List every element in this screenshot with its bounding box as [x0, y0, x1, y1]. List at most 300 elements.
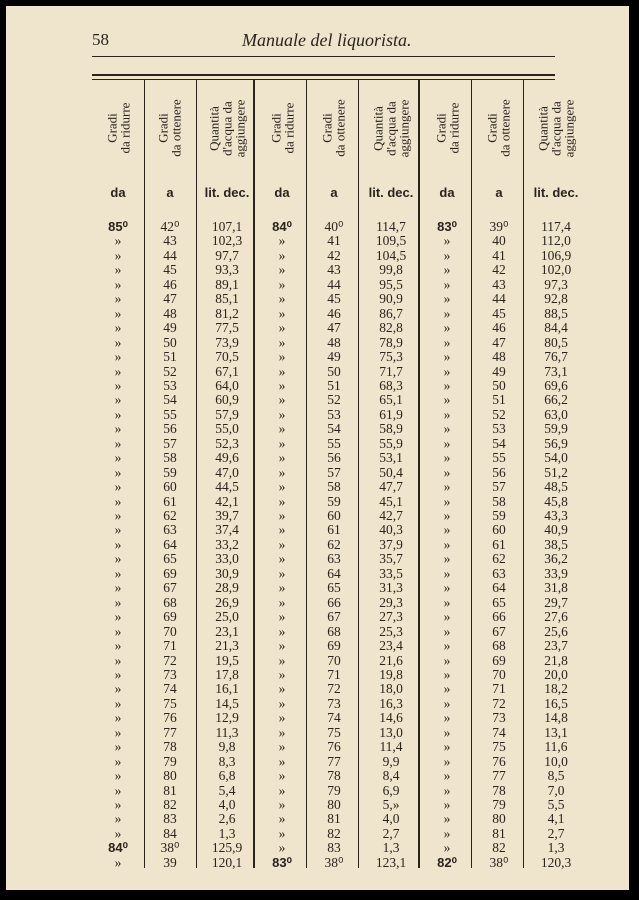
from-degree-cell: » — [443, 681, 451, 697]
column-header-label — [434, 103, 460, 154]
to-degree-cell: 40⁰ — [324, 219, 344, 234]
from-degree-cell: » — [443, 349, 451, 365]
from-degree-cell: » — [443, 334, 451, 350]
to-degree-cell: 75 — [492, 739, 506, 755]
from-degree-cell: » — [114, 349, 122, 365]
column-header-label — [105, 103, 131, 154]
water-quantity-cell: 12,9 — [215, 710, 239, 726]
water-quantity-cell: 123,1 — [375, 854, 407, 870]
water-quantity-cell: 9,9 — [382, 753, 400, 769]
from-degree-cell: » — [443, 825, 451, 841]
from-degree-cell: » — [278, 334, 286, 350]
water-quantity-cell: 81,2 — [215, 305, 239, 321]
to-degree-cell: 68 — [163, 594, 177, 610]
table-row — [92, 493, 568, 510]
from-degree-cell: » — [114, 854, 122, 870]
water-quantity-cell: 1,3 — [218, 825, 236, 841]
table-row — [92, 435, 568, 452]
water-quantity-cell: 93,3 — [215, 262, 239, 278]
from-degree-cell: » — [443, 623, 451, 639]
water-quantity-cell: 13,0 — [379, 724, 403, 740]
water-quantity-cell: 26,9 — [215, 594, 239, 610]
table-row — [92, 652, 568, 669]
to-degree-cell: 55 — [163, 406, 177, 422]
to-degree-cell: 66 — [492, 609, 506, 625]
to-degree-cell: 51 — [163, 349, 177, 365]
from-degree-cell: » — [278, 320, 286, 336]
to-degree-cell: 81 — [163, 782, 177, 798]
to-degree-cell: 64 — [492, 580, 506, 596]
column-header-line: Gradi — [103, 113, 119, 143]
to-degree-cell: 38⁰ — [160, 840, 180, 856]
water-quantity-cell: 57,9 — [215, 406, 239, 422]
table-row — [92, 623, 568, 640]
from-degree-cell: » — [278, 825, 286, 841]
water-quantity-cell: 65,1 — [379, 392, 403, 408]
to-degree-cell: 78 — [327, 768, 341, 784]
from-degree-cell: » — [443, 450, 451, 466]
water-quantity-cell: 59,9 — [544, 421, 568, 437]
from-degree-cell: » — [278, 493, 286, 509]
water-quantity-cell: 102,0 — [540, 262, 572, 278]
to-degree-cell: 51 — [327, 377, 341, 393]
from-degree-cell: » — [114, 666, 122, 682]
water-quantity-cell: 114,7 — [376, 219, 406, 234]
from-degree-cell: » — [443, 508, 451, 523]
from-degree-cell: » — [278, 652, 286, 668]
water-quantity-cell: 17,8 — [215, 666, 239, 682]
to-degree-cell: 76 — [492, 753, 506, 769]
table-row — [92, 710, 568, 726]
column-header-line: Gradi — [267, 113, 283, 143]
to-degree-cell: 67 — [492, 623, 506, 639]
to-degree-cell: 38⁰ — [324, 854, 344, 870]
to-degree-cell: 64 — [163, 536, 177, 552]
water-quantity-cell: 45,8 — [544, 493, 568, 509]
water-quantity-cell: 50,4 — [379, 464, 403, 480]
to-degree-cell: 56 — [492, 464, 506, 480]
to-degree-cell: 80 — [163, 768, 177, 784]
column-header-line: aggiungere — [232, 99, 248, 157]
from-degree-cell: » — [443, 377, 451, 393]
water-quantity-cell: 11,4 — [379, 739, 403, 755]
from-degree-cell: » — [278, 681, 286, 697]
from-degree-cell: » — [443, 392, 451, 408]
to-degree-cell: 57 — [327, 464, 341, 480]
water-quantity-cell: 16,3 — [379, 695, 403, 711]
water-quantity-cell: 104,5 — [375, 247, 407, 263]
water-quantity-cell: 19,5 — [215, 652, 239, 668]
from-degree-cell: » — [114, 724, 122, 740]
water-quantity-cell: 6,9 — [382, 782, 400, 798]
water-quantity-cell: 16,1 — [215, 681, 239, 697]
water-quantity-cell: 47,0 — [215, 464, 239, 480]
from-degree-cell: » — [278, 638, 286, 654]
water-quantity-cell: 68,3 — [379, 377, 403, 393]
to-degree-cell: 73 — [327, 695, 341, 711]
from-degree-cell: » — [443, 594, 451, 610]
column-header-label — [486, 99, 512, 156]
from-degree-cell: » — [114, 551, 122, 567]
from-degree-cell: » — [114, 580, 122, 596]
table-row — [92, 695, 568, 712]
from-degree-cell: » — [443, 840, 451, 856]
to-degree-cell: 49 — [492, 363, 506, 379]
water-quantity-cell: 4,1 — [547, 811, 565, 827]
to-degree-cell: 50 — [163, 334, 177, 350]
water-quantity-cell: 33,0 — [215, 551, 239, 567]
from-degree-cell: 85⁰ — [108, 219, 128, 234]
from-degree-cell: » — [278, 349, 286, 365]
from-degree-cell: » — [443, 652, 451, 668]
to-degree-cell: 59 — [492, 508, 506, 523]
water-quantity-cell: 102,3 — [211, 233, 243, 249]
from-degree-cell: » — [278, 724, 286, 740]
to-degree-cell: 77 — [163, 724, 177, 740]
from-degree-cell: » — [114, 638, 122, 654]
column-header-line: aggiungere — [396, 99, 412, 157]
water-quantity-cell: 25,0 — [215, 609, 239, 625]
to-degree-cell: 58 — [492, 493, 506, 509]
column-header-line: Gradi — [156, 113, 172, 143]
to-degree-cell: 81 — [492, 825, 506, 841]
to-degree-cell: 83 — [163, 811, 177, 827]
unit-label: da — [274, 185, 290, 200]
to-degree-cell: 69 — [327, 638, 341, 654]
water-quantity-cell: 99,8 — [379, 262, 403, 278]
water-quantity-cell: 106,9 — [540, 247, 572, 263]
column-header-line: Quantità — [370, 105, 386, 151]
table-row — [92, 406, 568, 423]
to-degree-cell: 80 — [492, 811, 506, 827]
to-degree-cell: 53 — [163, 377, 177, 393]
to-degree-cell: 65 — [163, 551, 177, 567]
water-quantity-cell: 5,4 — [218, 782, 236, 798]
from-degree-cell: » — [278, 276, 286, 292]
to-degree-cell: 64 — [327, 565, 341, 581]
to-degree-cell: 51 — [492, 392, 506, 408]
to-degree-cell: 55 — [492, 450, 506, 466]
to-degree-cell: 48 — [327, 334, 341, 350]
to-degree-cell: 38⁰ — [489, 854, 509, 870]
to-degree-cell: 79 — [492, 797, 506, 812]
water-quantity-cell: 44,5 — [215, 479, 239, 495]
to-degree-cell: 50 — [492, 377, 506, 393]
water-quantity-cell: 33,2 — [215, 536, 239, 552]
from-degree-cell: » — [443, 247, 451, 263]
to-degree-cell: 39 — [163, 854, 177, 870]
from-degree-cell: 82⁰ — [437, 854, 457, 870]
to-degree-cell: 63 — [327, 551, 341, 567]
water-quantity-cell: 52,3 — [215, 435, 239, 451]
water-quantity-cell: 92,8 — [544, 291, 568, 307]
from-degree-cell: » — [114, 363, 122, 379]
water-quantity-cell: 4,0 — [382, 811, 400, 827]
water-quantity-cell: 8,4 — [382, 768, 400, 784]
from-degree-cell: » — [114, 247, 122, 263]
to-degree-cell: 72 — [327, 681, 341, 697]
water-quantity-cell: 67,1 — [215, 363, 239, 379]
water-quantity-cell: 25,6 — [544, 623, 568, 639]
from-degree-cell: » — [443, 580, 451, 596]
column-header-label — [269, 103, 295, 154]
to-degree-cell: 65 — [327, 580, 341, 596]
to-degree-cell: 82 — [492, 840, 506, 856]
from-degree-cell: » — [278, 768, 286, 784]
water-quantity-cell: 97,7 — [215, 247, 239, 263]
to-degree-cell: 70 — [492, 666, 506, 682]
to-degree-cell: 84 — [163, 825, 177, 841]
from-degree-cell: » — [114, 305, 122, 321]
from-degree-cell: » — [278, 392, 286, 408]
water-quantity-cell: 125,9 — [211, 840, 243, 856]
from-degree-cell: » — [278, 247, 286, 263]
table-row — [92, 377, 568, 394]
column-header — [421, 78, 473, 178]
from-degree-cell: » — [443, 638, 451, 654]
to-degree-cell: 52 — [327, 392, 341, 408]
from-degree-cell: » — [278, 262, 286, 278]
to-degree-cell: 47 — [327, 320, 341, 336]
water-quantity-cell: 18,2 — [544, 681, 568, 697]
water-quantity-cell: 23,7 — [544, 638, 568, 654]
to-degree-cell: 76 — [163, 710, 177, 726]
page-number: 58 — [92, 30, 109, 49]
water-quantity-cell: 1,3 — [547, 840, 565, 856]
table-row — [92, 479, 568, 495]
from-degree-cell: » — [278, 753, 286, 769]
from-degree-cell: » — [114, 233, 122, 249]
from-degree-cell: » — [114, 435, 122, 451]
from-degree-cell: » — [443, 797, 451, 812]
table-row — [92, 363, 568, 380]
from-degree-cell: » — [114, 377, 122, 393]
table-row — [92, 782, 565, 799]
from-degree-cell: » — [114, 739, 122, 755]
water-quantity-cell: 40,3 — [379, 522, 403, 538]
water-quantity-cell: 25,3 — [379, 623, 403, 639]
water-quantity-cell: 48,5 — [544, 479, 568, 495]
from-degree-cell: » — [114, 681, 122, 697]
from-degree-cell: » — [443, 406, 451, 422]
to-degree-cell: 50 — [327, 363, 341, 379]
water-quantity-cell: 27,3 — [379, 609, 403, 625]
water-quantity-cell: 21,6 — [379, 652, 403, 668]
column-header-line: da ridurre — [116, 102, 132, 154]
to-degree-cell: 59 — [163, 464, 177, 480]
water-quantity-cell: 14,6 — [379, 710, 403, 726]
column-header-line: da ottenere — [333, 99, 349, 157]
from-degree-cell: » — [278, 565, 286, 581]
column-header-line: d'acqua da — [383, 100, 399, 156]
to-degree-cell: 52 — [492, 406, 506, 422]
water-quantity-cell: 39,7 — [215, 508, 239, 523]
to-degree-cell: 71 — [163, 638, 177, 654]
water-quantity-cell: 56,9 — [544, 435, 568, 451]
water-quantity-cell: 86,7 — [379, 305, 403, 321]
to-degree-cell: 45 — [163, 262, 177, 278]
water-quantity-cell: 23,1 — [215, 623, 239, 639]
from-degree-cell: » — [114, 450, 122, 466]
water-quantity-cell: 2,7 — [382, 825, 400, 841]
water-quantity-cell: 11,6 — [544, 739, 568, 755]
water-quantity-cell: 19,8 — [379, 666, 403, 682]
water-quantity-cell: 58,9 — [379, 421, 403, 437]
column-header-label — [157, 99, 183, 156]
water-quantity-cell: 14,5 — [215, 695, 239, 711]
water-quantity-cell: 33,5 — [379, 565, 403, 581]
from-degree-cell: » — [443, 479, 451, 495]
from-degree-cell: » — [278, 666, 286, 682]
table-row — [92, 724, 568, 741]
water-quantity-cell: 53,1 — [379, 450, 403, 466]
table-row — [92, 797, 565, 813]
to-degree-cell: 56 — [327, 450, 341, 466]
unit-label: lit. dec. — [533, 185, 579, 200]
water-quantity-cell: 27,6 — [544, 609, 568, 625]
from-degree-cell: » — [278, 305, 286, 321]
water-quantity-cell: 85,1 — [215, 291, 239, 307]
from-degree-cell: » — [443, 695, 451, 711]
water-quantity-cell: 21,8 — [544, 652, 568, 668]
table-row — [92, 840, 565, 856]
table-row — [92, 536, 568, 553]
water-quantity-cell: 16,5 — [544, 695, 568, 711]
water-quantity-cell: 2,7 — [547, 825, 565, 841]
to-degree-cell: 43 — [327, 262, 341, 278]
water-quantity-cell: 10,0 — [544, 753, 568, 769]
to-degree-cell: 82 — [163, 797, 177, 812]
column-header — [308, 78, 360, 178]
water-quantity-cell: 69,6 — [544, 377, 568, 393]
water-quantity-cell: 38,5 — [544, 536, 568, 552]
to-degree-cell: 53 — [492, 421, 506, 437]
water-quantity-cell: 78,9 — [379, 334, 403, 350]
table-row — [92, 233, 571, 249]
table-row — [92, 753, 568, 770]
column-header-label — [371, 99, 410, 157]
water-quantity-cell: 23,4 — [379, 638, 403, 654]
to-degree-cell: 59 — [327, 493, 341, 509]
from-degree-cell: » — [278, 551, 286, 567]
water-quantity-cell: 14,8 — [544, 710, 568, 726]
water-quantity-cell: 5,5 — [547, 797, 565, 812]
from-degree-cell: » — [278, 464, 286, 480]
water-quantity-cell: 31,3 — [379, 580, 403, 596]
table-row — [92, 551, 568, 567]
to-degree-cell: 56 — [163, 421, 177, 437]
from-degree-cell: » — [278, 522, 286, 538]
table-row — [92, 565, 568, 582]
unit-label: a — [495, 185, 503, 200]
to-degree-cell: 43 — [492, 276, 506, 292]
to-degree-cell: 52 — [163, 363, 177, 379]
from-degree-cell: » — [443, 811, 451, 827]
water-quantity-cell: 95,5 — [379, 276, 403, 292]
from-degree-cell: » — [114, 262, 122, 278]
from-degree-cell: » — [443, 320, 451, 336]
water-quantity-cell: 76,7 — [544, 349, 568, 365]
to-degree-cell: 42 — [327, 247, 341, 263]
unit-label: da — [110, 185, 126, 200]
from-degree-cell: » — [114, 320, 122, 336]
to-degree-cell: 53 — [327, 406, 341, 422]
to-degree-cell: 58 — [327, 479, 341, 495]
from-degree-cell: » — [443, 421, 451, 437]
water-quantity-cell: 55,9 — [379, 435, 403, 451]
from-degree-cell: » — [443, 276, 451, 292]
water-quantity-cell: 89,1 — [215, 276, 239, 292]
water-quantity-cell: 5,» — [382, 797, 400, 812]
water-quantity-cell: 36,2 — [544, 551, 568, 567]
from-degree-cell: » — [278, 580, 286, 596]
from-degree-cell: » — [114, 406, 122, 422]
from-degree-cell: » — [278, 782, 286, 798]
to-degree-cell: 58 — [163, 450, 177, 466]
to-degree-cell: 74 — [163, 681, 177, 697]
to-degree-cell: 60 — [492, 522, 506, 538]
to-degree-cell: 69 — [163, 609, 177, 625]
water-quantity-cell: 18,0 — [379, 681, 403, 697]
from-degree-cell: » — [443, 291, 451, 307]
to-degree-cell: 46 — [492, 320, 506, 336]
from-degree-cell: » — [443, 363, 451, 379]
table-row — [92, 681, 568, 697]
water-quantity-cell: 42,1 — [215, 493, 239, 509]
from-degree-cell: » — [278, 377, 286, 393]
to-degree-cell: 57 — [492, 479, 506, 495]
table-row — [92, 522, 568, 538]
to-degree-cell: 61 — [327, 522, 341, 538]
from-degree-cell: » — [114, 479, 122, 495]
column-header-line: Gradi — [432, 113, 448, 143]
from-degree-cell: » — [443, 435, 451, 451]
water-quantity-cell: 64,0 — [215, 377, 239, 393]
column-header-line: Gradi — [320, 113, 336, 143]
top-rule-thick — [92, 74, 555, 76]
table-row — [92, 508, 568, 524]
from-degree-cell: 83⁰ — [437, 219, 457, 234]
water-quantity-cell: 8,3 — [218, 753, 236, 769]
to-degree-cell: 81 — [327, 811, 341, 827]
table-row — [92, 349, 568, 365]
water-quantity-cell: 80,5 — [544, 334, 568, 350]
from-degree-cell: » — [278, 450, 286, 466]
table-row — [92, 247, 572, 264]
to-degree-cell: 69 — [492, 652, 506, 668]
to-degree-cell: 49 — [327, 349, 341, 365]
from-degree-cell: » — [114, 464, 122, 480]
table-row — [92, 609, 568, 625]
water-quantity-cell: 120,3 — [540, 854, 572, 870]
from-degree-cell: » — [114, 594, 122, 610]
from-degree-cell: » — [114, 334, 122, 350]
to-degree-cell: 42 — [492, 262, 506, 278]
to-degree-cell: 67 — [327, 609, 341, 625]
from-degree-cell: » — [114, 753, 122, 769]
water-quantity-cell: 63,0 — [544, 406, 568, 422]
water-quantity-cell: 35,7 — [379, 551, 403, 567]
water-quantity-cell: 43,3 — [544, 508, 568, 523]
to-degree-cell: 79 — [163, 753, 177, 769]
water-quantity-cell: 45,1 — [379, 493, 403, 509]
to-degree-cell: 78 — [492, 782, 506, 798]
water-quantity-cell: 21,3 — [215, 638, 239, 654]
to-degree-cell: 54 — [163, 392, 177, 408]
water-quantity-cell: 73,9 — [215, 334, 239, 350]
column-header — [92, 78, 144, 178]
to-degree-cell: 75 — [327, 724, 341, 740]
